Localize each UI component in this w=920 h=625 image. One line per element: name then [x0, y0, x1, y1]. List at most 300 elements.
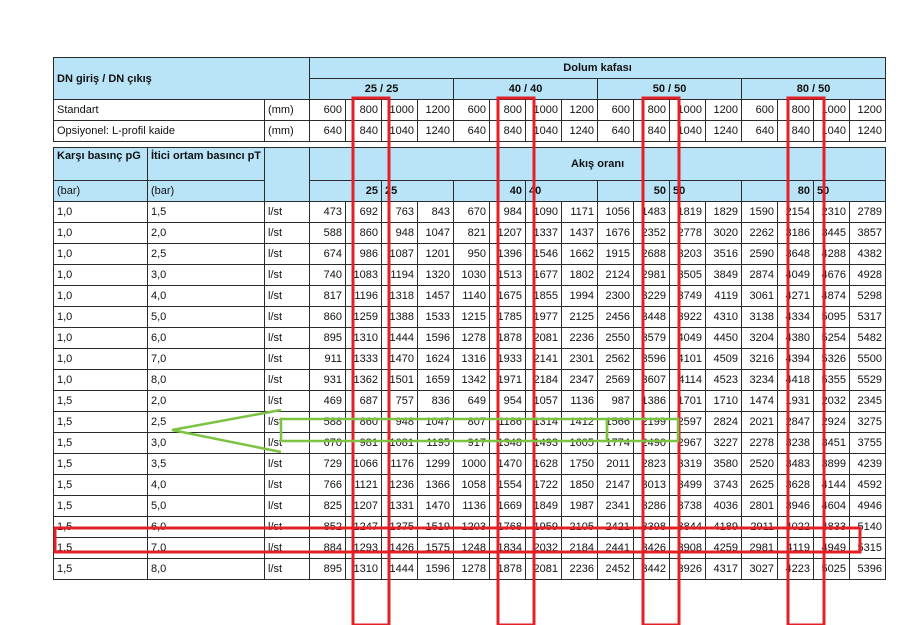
flow-value: 740	[310, 265, 346, 286]
optional-value: 640	[454, 121, 490, 142]
flow-value: 2924	[814, 412, 850, 433]
flow-value: 1519	[418, 517, 454, 538]
standard-value: 800	[634, 100, 670, 121]
pt-unit: (bar)	[148, 181, 265, 202]
flow-value: 1701	[670, 391, 706, 412]
flow-value: 3738	[670, 496, 706, 517]
flow-value: 1136	[454, 496, 490, 517]
table-row	[54, 538, 886, 559]
pt-value: 3,0	[148, 433, 265, 454]
flow-value: 1444	[382, 559, 418, 580]
sub-right: 50	[814, 181, 886, 202]
flow-value: 1171	[562, 202, 598, 223]
pg-value: 1,5	[54, 475, 148, 496]
flow-value: 1675	[490, 286, 526, 307]
flow-value: 1247	[346, 517, 382, 538]
table-row	[54, 412, 886, 433]
flow-value: 4334	[778, 307, 814, 328]
flow-value: 1331	[382, 496, 418, 517]
unit-cell: l/st	[265, 244, 310, 265]
flow-value: 3234	[742, 370, 778, 391]
unit-cell: l/st	[265, 328, 310, 349]
flow-value: 1047	[418, 223, 454, 244]
pg-value: 1,0	[54, 265, 148, 286]
flow-value: 1136	[562, 391, 598, 412]
flow-value: 3442	[634, 559, 670, 580]
flow-value: 2688	[634, 244, 670, 265]
pt-value: 7,0	[148, 538, 265, 559]
flow-value: 4239	[850, 454, 886, 475]
pg-value: 1,0	[54, 223, 148, 244]
flow-value: 2789	[850, 202, 886, 223]
unit-cell: l/st	[265, 538, 310, 559]
flow-value: 2011	[598, 454, 634, 475]
flow-value: 2141	[526, 349, 562, 370]
flow-value: 1768	[490, 517, 526, 538]
pg-value: 1,5	[54, 412, 148, 433]
flow-label: Akış oranı	[310, 148, 886, 181]
flow-value: 729	[310, 454, 346, 475]
flow-value: 4592	[850, 475, 886, 496]
flow-value: 1850	[562, 475, 598, 496]
flow-value: 2874	[742, 265, 778, 286]
flow-value: 670	[310, 433, 346, 454]
flow-value: 3061	[742, 286, 778, 307]
flow-value: 3749	[670, 286, 706, 307]
flow-value: 1396	[490, 244, 526, 265]
flow-value: 1337	[526, 223, 562, 244]
unit-cell: l/st	[265, 307, 310, 328]
flow-value: 2147	[598, 475, 634, 496]
table-row	[54, 349, 886, 370]
flow-value: 4928	[850, 265, 886, 286]
flow-value: 2199	[634, 412, 670, 433]
size-header: 80 / 50	[742, 79, 886, 100]
standard-value: 1200	[418, 100, 454, 121]
flow-value: 3020	[706, 223, 742, 244]
flow-value: 1278	[454, 559, 490, 580]
optional-value: 1240	[706, 121, 742, 142]
flow-value: 3580	[706, 454, 742, 475]
pt-value: 2,5	[148, 244, 265, 265]
flow-value: 4036	[706, 496, 742, 517]
flow-value: 1470	[418, 496, 454, 517]
flow-value: 4310	[706, 307, 742, 328]
flow-value: 1259	[346, 307, 382, 328]
flow-value: 3203	[670, 244, 706, 265]
flow-value: 4946	[850, 496, 886, 517]
unit-cell: l/st	[265, 517, 310, 538]
flow-value: 5025	[814, 559, 850, 580]
flow-value: 986	[346, 244, 382, 265]
sub-left: 80	[742, 181, 814, 202]
flow-value: 3516	[706, 244, 742, 265]
pg-label: Karşı basınç pG	[54, 148, 148, 181]
flow-value: 860	[346, 412, 382, 433]
flow-value: 3451	[814, 433, 850, 454]
flow-value: 5298	[850, 286, 886, 307]
standard-value: 1200	[562, 100, 598, 121]
flow-value: 3483	[778, 454, 814, 475]
flow-value: 1959	[526, 517, 562, 538]
flow-value: 3426	[634, 538, 670, 559]
unit-cell: l/st	[265, 412, 310, 433]
pg-value: 1,5	[54, 559, 148, 580]
optional-value: 640	[742, 121, 778, 142]
standard-value: 1200	[706, 100, 742, 121]
flow-value: 473	[310, 202, 346, 223]
pt-label: İtici ortam basıncı pT	[148, 148, 265, 181]
flow-value: 649	[454, 391, 490, 412]
flow-value: 1987	[562, 496, 598, 517]
flow-value: 3505	[670, 265, 706, 286]
flow-value: 825	[310, 496, 346, 517]
flow-value: 3648	[778, 244, 814, 265]
flow-value: 469	[310, 391, 346, 412]
flow-value: 5095	[814, 307, 850, 328]
flow-value: 1785	[490, 307, 526, 328]
flow-value: 2262	[742, 223, 778, 244]
unit-cell: l/st	[265, 496, 310, 517]
standard-value: 1000	[670, 100, 706, 121]
flow-value: 3596	[634, 349, 670, 370]
unit-cell: l/st	[265, 370, 310, 391]
flow-value: 2967	[670, 433, 706, 454]
flow-value: 1342	[454, 370, 490, 391]
flow-value: 3216	[742, 349, 778, 370]
flow-value: 950	[454, 244, 490, 265]
flow-value: 1977	[526, 307, 562, 328]
pt-value: 2,5	[148, 412, 265, 433]
flow-value: 860	[310, 307, 346, 328]
flow-value: 1994	[562, 286, 598, 307]
unit-cell: l/st	[265, 265, 310, 286]
flow-value: 1554	[490, 475, 526, 496]
flow-value: 2301	[562, 349, 598, 370]
flow-value: 2562	[598, 349, 634, 370]
flow-value: 1412	[562, 412, 598, 433]
size-header: 50 / 50	[598, 79, 742, 100]
flow-value: 3628	[778, 475, 814, 496]
table-row	[54, 496, 886, 517]
table-row	[54, 328, 886, 349]
flow-value: 3286	[634, 496, 670, 517]
pg-value: 1,5	[54, 454, 148, 475]
flow-value: 3229	[634, 286, 670, 307]
standard-label: Standart	[54, 100, 265, 121]
table-row	[54, 559, 886, 580]
flow-value: 692	[346, 202, 382, 223]
pt-value: 8,0	[148, 559, 265, 580]
dn-label: DN giriş / DN çıkış	[54, 58, 310, 100]
flow-value: 1605	[562, 433, 598, 454]
flow-value: 1710	[706, 391, 742, 412]
optional-value: 1040	[670, 121, 706, 142]
flow-value: 4223	[778, 559, 814, 580]
flow-value: 4049	[778, 265, 814, 286]
flow-value: 2125	[562, 307, 598, 328]
flow-value: 2597	[670, 412, 706, 433]
flow-value: 1546	[526, 244, 562, 265]
flow-rate-table	[53, 57, 886, 580]
pg-value: 1,0	[54, 370, 148, 391]
flow-value: 1000	[454, 454, 490, 475]
flow-value: 588	[310, 223, 346, 244]
pt-value: 2,0	[148, 223, 265, 244]
flow-value: 1314	[526, 412, 562, 433]
optional-value: 1040	[382, 121, 418, 142]
flow-value: 807	[454, 412, 490, 433]
flow-value: 1931	[778, 391, 814, 412]
flow-value: 4394	[778, 349, 814, 370]
pg-value: 1,5	[54, 433, 148, 454]
flow-value: 4114	[670, 370, 706, 391]
standard-value: 800	[346, 100, 382, 121]
flow-value: 2801	[742, 496, 778, 517]
optional-unit: (mm)	[265, 121, 310, 142]
flow-value: 1624	[418, 349, 454, 370]
flow-value: 852	[310, 517, 346, 538]
standard-value: 1000	[814, 100, 850, 121]
flow-value: 4418	[778, 370, 814, 391]
pg-value: 1,0	[54, 286, 148, 307]
flow-value: 1320	[418, 265, 454, 286]
flow-value: 2823	[634, 454, 670, 475]
flow-value: 1386	[634, 391, 670, 412]
flow-value: 1855	[526, 286, 562, 307]
pg-value: 1,0	[54, 328, 148, 349]
flow-value: 4259	[706, 538, 742, 559]
flow-value: 2347	[562, 370, 598, 391]
optional-value: 840	[490, 121, 526, 142]
group-label: Dolum kafası	[310, 58, 886, 79]
flow-value: 1878	[490, 559, 526, 580]
pt-value: 4,0	[148, 286, 265, 307]
flow-value: 3238	[778, 433, 814, 454]
flow-value: 2569	[598, 370, 634, 391]
flow-value: 4604	[814, 496, 850, 517]
flow-value: 1056	[598, 202, 634, 223]
flow-value: 2590	[742, 244, 778, 265]
flow-value: 1849	[526, 496, 562, 517]
pg-value: 1,0	[54, 307, 148, 328]
table-row	[54, 391, 886, 412]
flow-value: 954	[490, 391, 526, 412]
pt-value: 5,0	[148, 496, 265, 517]
flow-value: 2490	[634, 433, 670, 454]
flow-value: 836	[418, 391, 454, 412]
standard-value: 1200	[850, 100, 886, 121]
flow-value: 2550	[598, 328, 634, 349]
optional-value: 1240	[418, 121, 454, 142]
flow-value: 4949	[814, 538, 850, 559]
flow-value: 4450	[706, 328, 742, 349]
flow-value: 1293	[346, 538, 382, 559]
unit-cell: l/st	[265, 454, 310, 475]
flow-value: 4271	[778, 286, 814, 307]
flow-value: 2847	[778, 412, 814, 433]
flow-value: 1348	[490, 433, 526, 454]
flow-value: 1819	[670, 202, 706, 223]
flow-value: 4144	[814, 475, 850, 496]
flow-value: 4101	[670, 349, 706, 370]
flow-value: 3844	[670, 517, 706, 538]
flow-value: 757	[382, 391, 418, 412]
flow-value: 4676	[814, 265, 850, 286]
flow-value: 2236	[562, 328, 598, 349]
flow-value: 1677	[526, 265, 562, 286]
flow-value: 2345	[850, 391, 886, 412]
standard-unit: (mm)	[265, 100, 310, 121]
flow-value: 3275	[850, 412, 886, 433]
flow-value: 1596	[418, 559, 454, 580]
size-header: 40 / 40	[454, 79, 598, 100]
flow-value: 2032	[814, 391, 850, 412]
flow-value: 1388	[382, 307, 418, 328]
flow-value: 2911	[742, 517, 778, 538]
flow-value: 1195	[418, 433, 454, 454]
flow-value: 3499	[670, 475, 706, 496]
flow-value: 3946	[778, 496, 814, 517]
flow-value: 2278	[742, 433, 778, 454]
flow-value: 4119	[706, 286, 742, 307]
flow-value: 860	[346, 223, 382, 244]
table-row	[54, 517, 886, 538]
flow-value: 2625	[742, 475, 778, 496]
standard-value: 800	[778, 100, 814, 121]
flow-value: 3227	[706, 433, 742, 454]
flow-value: 3743	[706, 475, 742, 496]
flow-value: 2981	[634, 265, 670, 286]
table-row	[54, 265, 886, 286]
flow-value: 3448	[634, 307, 670, 328]
flow-value: 1829	[706, 202, 742, 223]
table-row	[54, 370, 886, 391]
flow-value: 2778	[670, 223, 706, 244]
flow-value: 2105	[562, 517, 598, 538]
flow-value: 3607	[634, 370, 670, 391]
pt-value: 3,0	[148, 265, 265, 286]
flow-value: 1915	[598, 244, 634, 265]
flow-value: 2520	[742, 454, 778, 475]
flow-value: 2452	[598, 559, 634, 580]
flow-value: 1375	[382, 517, 418, 538]
flow-value: 1278	[454, 328, 490, 349]
flow-value: 884	[310, 538, 346, 559]
flow-value: 3398	[634, 517, 670, 538]
flow-value: 1186	[490, 412, 526, 433]
flow-value: 1590	[742, 202, 778, 223]
flow-value: 984	[490, 202, 526, 223]
flow-value: 1566	[598, 412, 634, 433]
pt-value: 6,0	[148, 517, 265, 538]
flow-value: 1774	[598, 433, 634, 454]
flow-value: 1201	[418, 244, 454, 265]
flow-value: 911	[310, 349, 346, 370]
flow-value: 2081	[526, 328, 562, 349]
standard-value: 1000	[382, 100, 418, 121]
sub-right: 50	[670, 181, 742, 202]
pt-value: 6,0	[148, 328, 265, 349]
flow-value: 588	[310, 412, 346, 433]
optional-value: 1240	[850, 121, 886, 142]
flow-value: 1802	[562, 265, 598, 286]
optional-value: 640	[598, 121, 634, 142]
pg-value: 1,5	[54, 496, 148, 517]
flow-value: 1470	[382, 349, 418, 370]
size-header: 25 / 25	[310, 79, 454, 100]
flow-value: 5355	[814, 370, 850, 391]
flow-value: 1176	[382, 454, 418, 475]
flow-value: 2154	[778, 202, 814, 223]
flow-value: 1299	[418, 454, 454, 475]
flow-value: 2981	[742, 538, 778, 559]
pt-value: 8,0	[148, 370, 265, 391]
pt-value: 7,0	[148, 349, 265, 370]
pg-value: 1,5	[54, 517, 148, 538]
flow-value: 5140	[850, 517, 886, 538]
flow-value: 1121	[346, 475, 382, 496]
flow-value: 917	[454, 433, 490, 454]
flow-value: 2352	[634, 223, 670, 244]
flow-value: 895	[310, 328, 346, 349]
flow-value: 1426	[382, 538, 418, 559]
flow-value: 4382	[850, 244, 886, 265]
flow-value: 3445	[814, 223, 850, 244]
flow-value: 1090	[526, 202, 562, 223]
unit-cell: l/st	[265, 391, 310, 412]
flow-value: 1030	[454, 265, 490, 286]
flow-value: 1196	[346, 286, 382, 307]
pg-value: 1,5	[54, 391, 148, 412]
flow-value: 1316	[454, 349, 490, 370]
flow-value: 1474	[742, 391, 778, 412]
flow-value: 1310	[346, 559, 382, 580]
standard-value: 600	[742, 100, 778, 121]
flow-value: 4119	[778, 538, 814, 559]
sub-right: 25	[382, 181, 454, 202]
flow-value: 4189	[706, 517, 742, 538]
flow-value: 766	[310, 475, 346, 496]
table-row	[54, 475, 886, 496]
flow-value: 2032	[526, 538, 562, 559]
flow-value: 687	[346, 391, 382, 412]
flow-value: 1628	[526, 454, 562, 475]
unit-cell: l/st	[265, 433, 310, 454]
flow-value: 1333	[346, 349, 382, 370]
optional-value: 840	[778, 121, 814, 142]
flow-value: 1248	[454, 538, 490, 559]
flow-value: 2456	[598, 307, 634, 328]
flow-value: 4288	[814, 244, 850, 265]
sub-right: 40	[526, 181, 598, 202]
standard-value: 600	[454, 100, 490, 121]
flow-value: 1501	[382, 370, 418, 391]
flow-value: 5500	[850, 349, 886, 370]
flow-value: 821	[454, 223, 490, 244]
flow-value: 1083	[346, 265, 382, 286]
flow-value: 5317	[850, 307, 886, 328]
flow-value: 2300	[598, 286, 634, 307]
flow-value: 2441	[598, 538, 634, 559]
flow-value: 1437	[562, 223, 598, 244]
flow-value: 1318	[382, 286, 418, 307]
flow-value: 1081	[382, 433, 418, 454]
flow-value: 2081	[526, 559, 562, 580]
unit-cell: l/st	[265, 559, 310, 580]
flow-value: 4833	[814, 517, 850, 538]
flow-value: 1834	[490, 538, 526, 559]
